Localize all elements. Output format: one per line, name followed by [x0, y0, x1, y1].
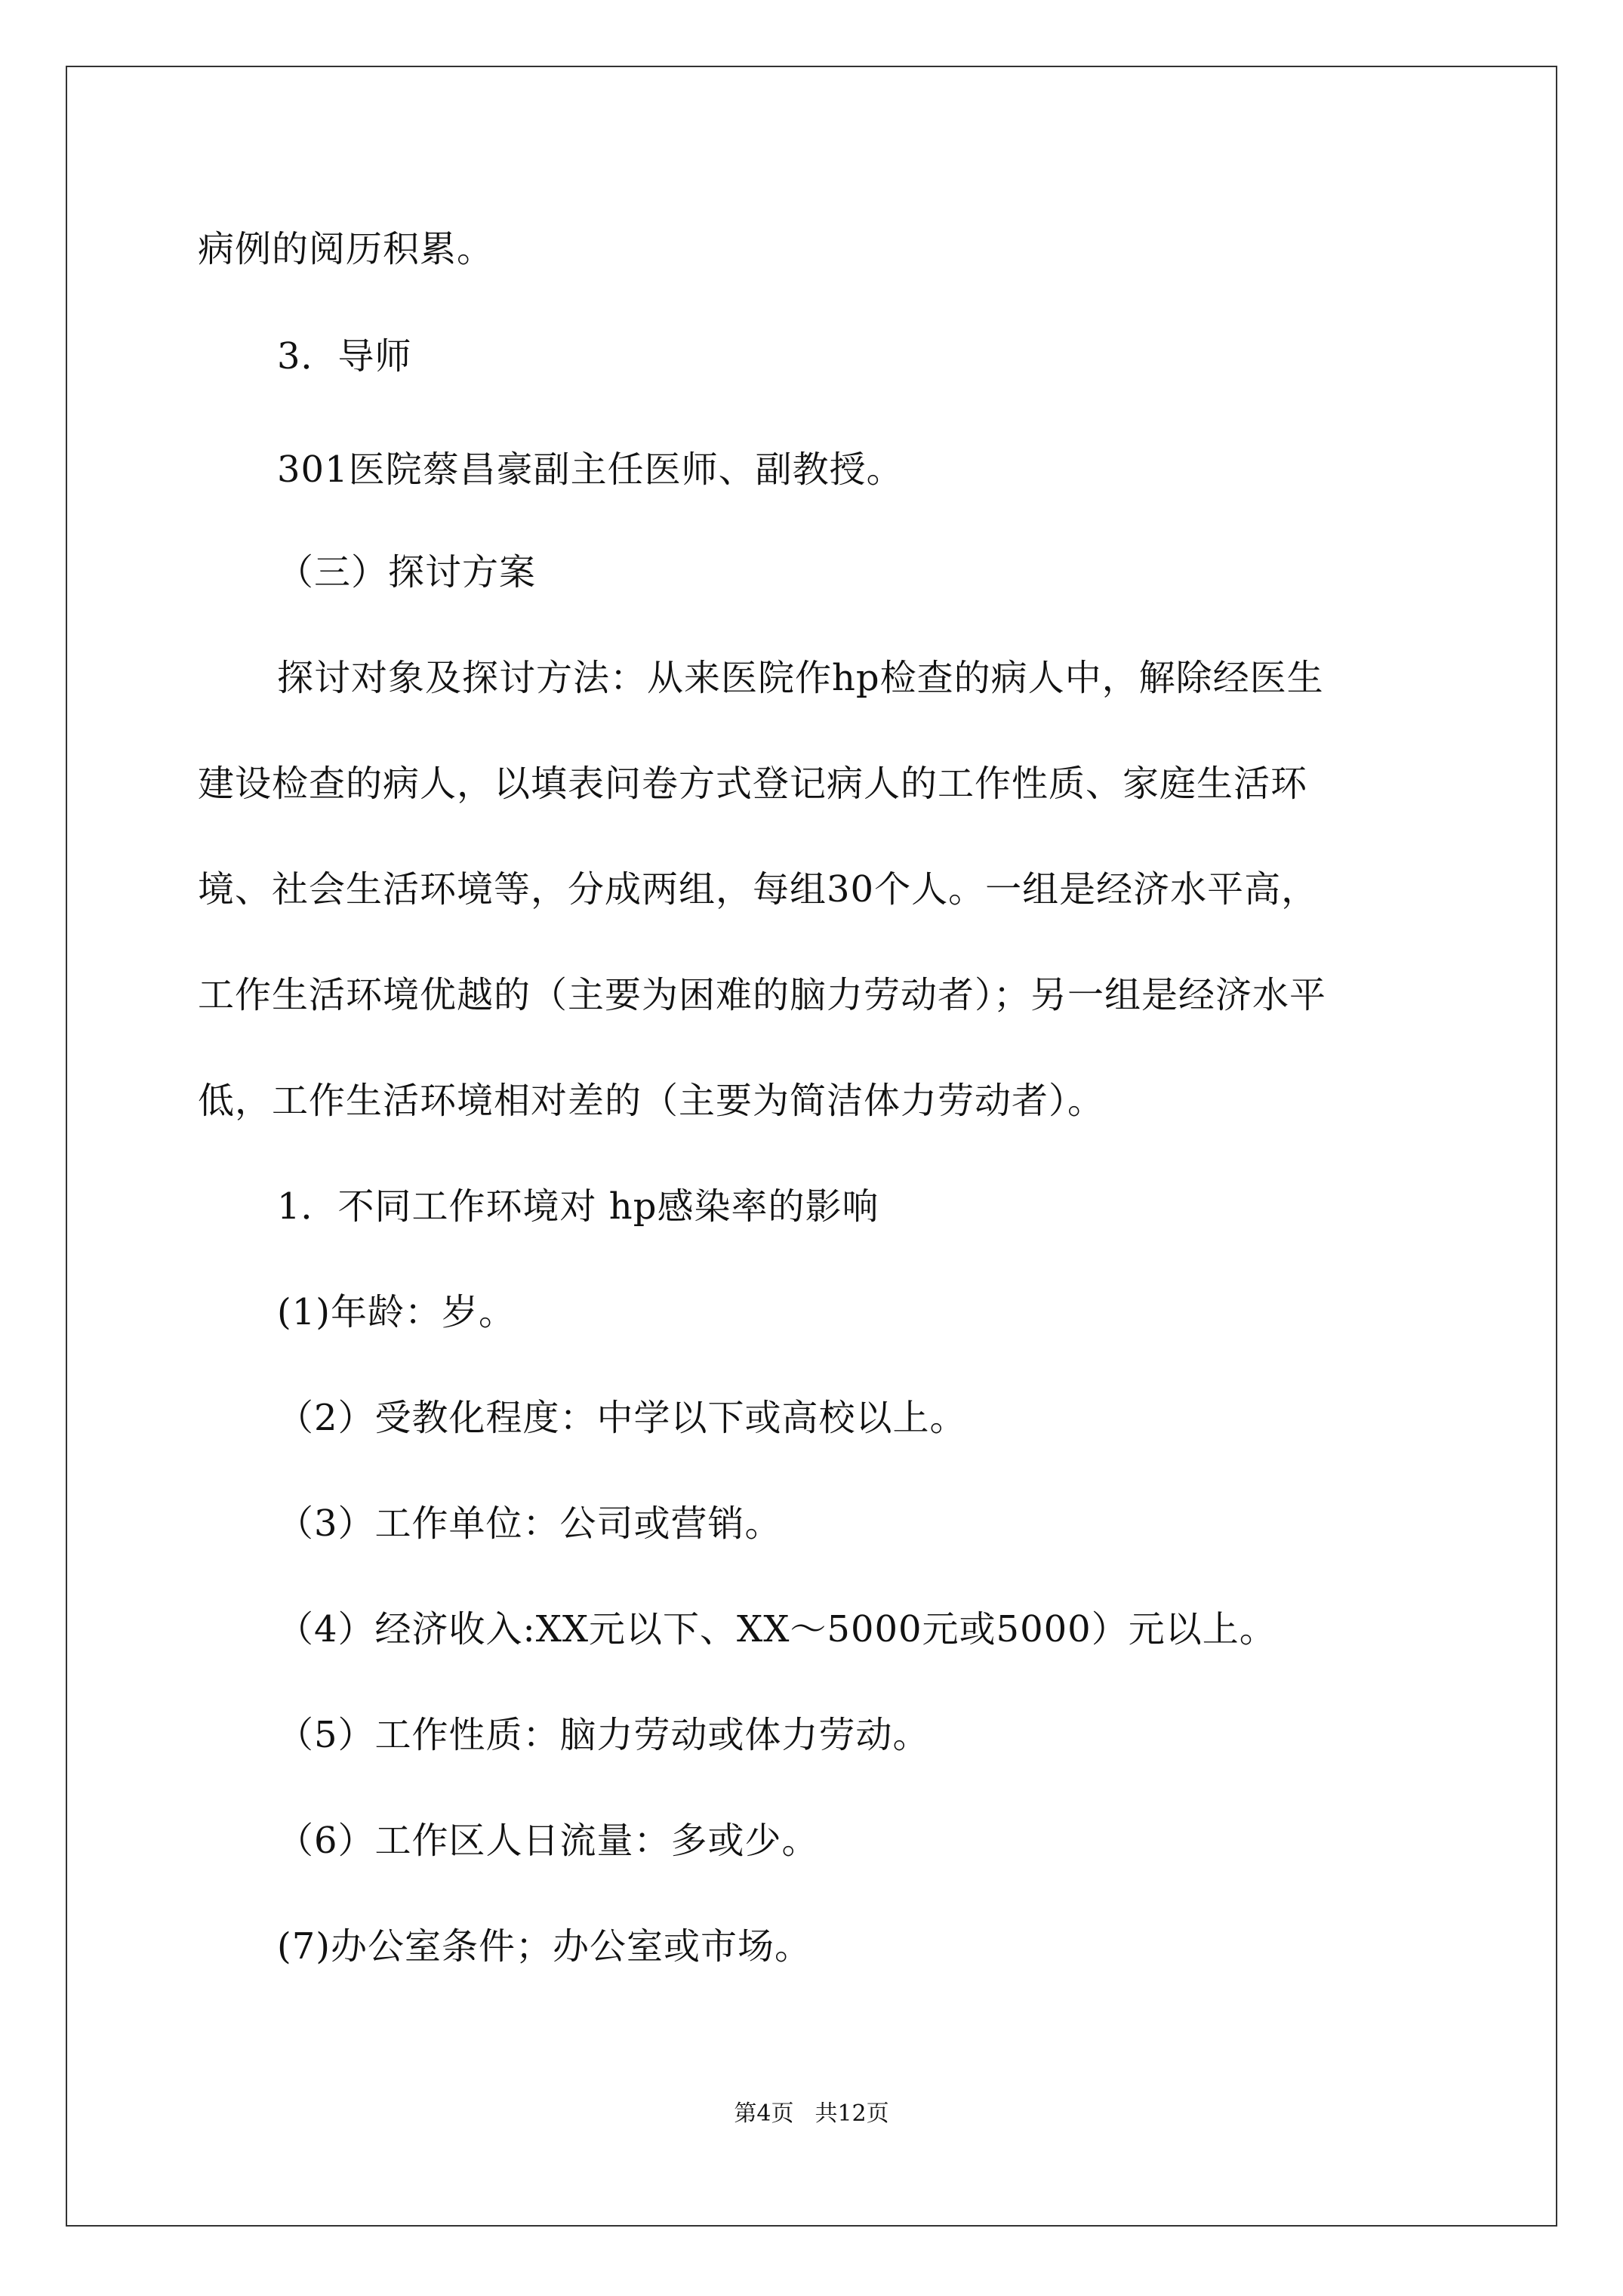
list-item: (1)年龄：岁。	[277, 1291, 516, 1333]
page-total: 共12页	[815, 2100, 889, 2127]
text-line: 境、社会生活环境等，分成两组，每组30个人。一组是经济水平高，	[198, 868, 1319, 911]
list-item: （6）工作区人日流量：多或少。	[277, 1820, 819, 1862]
section-heading: 1．不同工作环境对 hp感染率的影响	[277, 1185, 879, 1228]
list-item: (7)办公室条件；办公室或市场。	[277, 1925, 812, 1968]
list-item: （3）工作单位：公司或营销。	[277, 1502, 782, 1545]
text-line: 病例的阅历积累。	[198, 228, 494, 270]
text-line: 工作生活环境优越的（主要为困难的脑力劳动者）；另一组是经济水平	[198, 974, 1327, 1016]
text-line: 低，工作生活环境相对差的（主要为简洁体力劳动者）。	[198, 1080, 1105, 1122]
list-item: （2）受教化程度：中学以下或高校以上。	[277, 1397, 967, 1439]
list-item: （4）经济收入:XX元以下、XX～5000元或5000）元以上。	[277, 1608, 1277, 1650]
page-footer	[0, 2099, 1623, 2129]
text-line: 探讨对象及探讨方法：从来医院作hp检查的病人中，解除经医生	[277, 657, 1324, 699]
list-item: （5）工作性质：脑力劳动或体力劳动。	[277, 1714, 930, 1756]
page-number: 第4页	[734, 2100, 794, 2127]
page-border	[66, 66, 1557, 2227]
text-line: 301医院蔡昌豪副主任医师、副教授。	[277, 448, 904, 491]
section-heading: （三）探讨方案	[277, 551, 537, 593]
text-line: 建设检查的病人，以填表问卷方式登记病人的工作性质、家庭生活环	[198, 763, 1308, 805]
section-heading: 3．导师	[277, 335, 412, 378]
